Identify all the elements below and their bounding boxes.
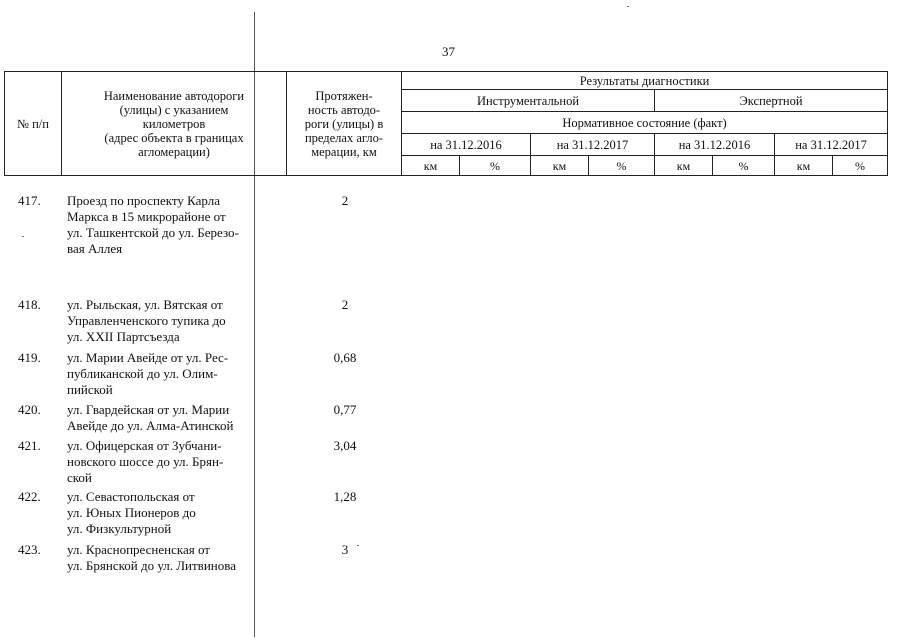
road-name-line: пийской bbox=[67, 382, 113, 397]
road-name-line: ул. Физкультурной bbox=[67, 521, 172, 536]
row-number: 419. bbox=[18, 350, 41, 365]
road-length: 2 bbox=[341, 297, 349, 312]
header-date: на 31.12.2016 bbox=[655, 134, 775, 156]
header-line: агломерации) bbox=[138, 144, 210, 159]
scan-speck bbox=[627, 6, 629, 7]
header-line: пределах агло- bbox=[304, 130, 384, 145]
header-date: на 31.12.2016 bbox=[402, 134, 531, 156]
header-line: Протяжен- bbox=[315, 88, 373, 103]
page-number: 37 bbox=[442, 44, 455, 59]
header-unit: км bbox=[775, 156, 833, 176]
road-name-line: ской bbox=[67, 470, 92, 485]
header-unit: км bbox=[531, 156, 589, 176]
row-number: 418. bbox=[18, 297, 41, 312]
row-number: 423. bbox=[18, 542, 41, 557]
road-name-line: ул. Офицерская от Зубчани- bbox=[67, 438, 222, 453]
header-unit: % bbox=[460, 156, 531, 176]
road-name-line: новского шоссе до ул. Брян- bbox=[67, 454, 224, 469]
header-line: километров bbox=[142, 116, 206, 131]
header-unit: % bbox=[833, 156, 888, 176]
header-instrumental: Инструментальной bbox=[402, 90, 655, 112]
road-name bbox=[67, 193, 282, 257]
road-name-line: ул. Юных Пионеров до bbox=[67, 505, 196, 520]
row-number: 420. bbox=[18, 402, 41, 417]
road-name-line: ул. Брянской до ул. Литвинова bbox=[67, 558, 236, 573]
header-line: (улицы) с указанием bbox=[119, 102, 229, 117]
road-name-line: ул. Краснопресненская от bbox=[67, 542, 210, 557]
row-number: 417. bbox=[18, 193, 41, 208]
header-results: Результаты диагностики bbox=[402, 72, 888, 90]
header-unit: км bbox=[655, 156, 713, 176]
road-name-line: ул. Севастопольская от bbox=[67, 489, 195, 504]
road-name bbox=[67, 350, 282, 398]
road-name-line: ул. Ташкентской до ул. Березо- bbox=[67, 225, 239, 240]
header-col-length bbox=[287, 72, 402, 176]
road-name-line: ул. Марии Авейде от ул. Рес- bbox=[67, 350, 229, 365]
road-name bbox=[67, 438, 282, 486]
scan-speck bbox=[22, 236, 24, 237]
header-table bbox=[4, 71, 888, 176]
road-length: 3 bbox=[341, 542, 349, 557]
road-length: 3,04 bbox=[333, 438, 357, 453]
header-line: (адрес объекта в границах bbox=[104, 130, 244, 145]
header-line: Наименование автодороги bbox=[103, 88, 245, 103]
header-line: мерации, км bbox=[311, 144, 377, 159]
road-name bbox=[67, 489, 282, 537]
header-date: на 31.12.2017 bbox=[775, 134, 888, 156]
road-length: 0,68 bbox=[333, 350, 357, 365]
road-name-line: ул. Рыльская, ул. Вятская от bbox=[67, 297, 223, 312]
road-name-line: ул. XXII Партсъезда bbox=[67, 329, 180, 344]
road-name-line: Проезд по проспекту Карла bbox=[67, 193, 220, 208]
road-name-line: ул. Гвардейская от ул. Марии bbox=[67, 402, 230, 417]
road-name bbox=[67, 402, 282, 434]
road-name bbox=[67, 542, 282, 574]
row-number: 421. bbox=[18, 438, 41, 453]
road-name-line: Управленченского тупика до bbox=[67, 313, 226, 328]
header-normative: Нормативное состояние (факт) bbox=[402, 112, 888, 134]
road-name-line: публиканской до ул. Олим- bbox=[67, 366, 218, 381]
header-line: роги (улицы) в bbox=[304, 116, 384, 131]
road-length: 2 bbox=[341, 193, 349, 208]
header-col-num: № п/п bbox=[5, 72, 62, 176]
header-col-name bbox=[62, 72, 287, 176]
road-name-line: вая Аллея bbox=[67, 241, 123, 256]
road-name-line: Авейде до ул. Алма-Атинской bbox=[67, 418, 234, 433]
row-number: 422. bbox=[18, 489, 41, 504]
road-length: 0,77 bbox=[333, 402, 357, 417]
header-date: на 31.12.2017 bbox=[531, 134, 655, 156]
road-length: 1,28 bbox=[333, 489, 357, 504]
header-unit: % bbox=[589, 156, 655, 176]
road-name bbox=[67, 297, 282, 345]
road-name-line: Маркса в 15 микрорайоне от bbox=[67, 209, 226, 224]
header-unit: % bbox=[713, 156, 775, 176]
header-unit: км bbox=[402, 156, 460, 176]
header-line: ность автодо- bbox=[307, 102, 381, 117]
header-expert: Экспертной bbox=[655, 90, 888, 112]
